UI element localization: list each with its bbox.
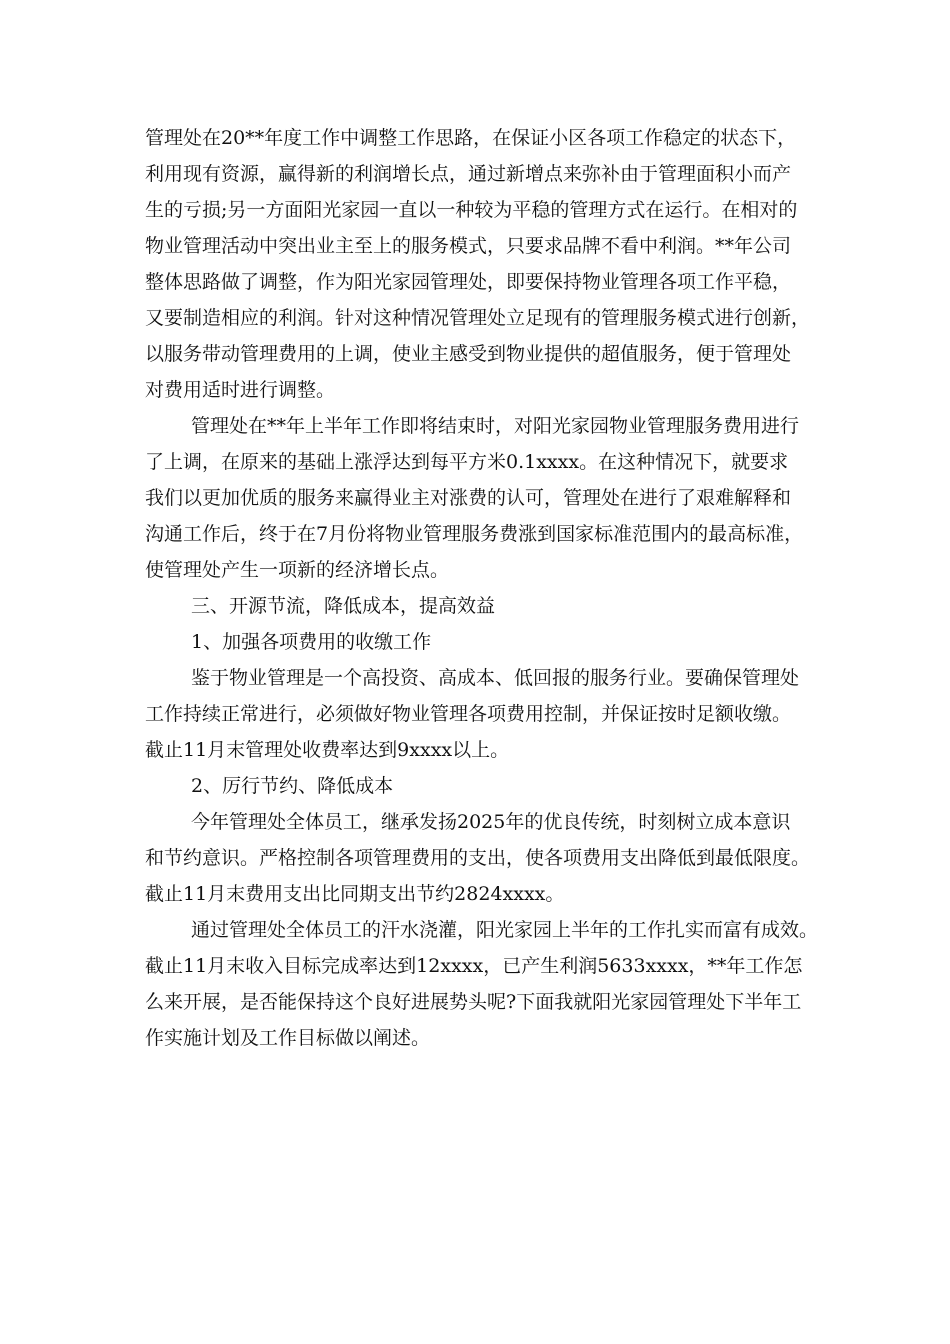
- text-line: 么来开展，是否能保持这个良好进展势头呢?下面我就阳光家园管理处下半年工: [145, 991, 802, 1013]
- subsection-heading: 1、加强各项费用的收缴工作: [191, 631, 432, 653]
- text-line: 通过管理处全体员工的汗水浇灌，阳光家园上半年的工作扎实而富有成效。: [191, 919, 819, 941]
- section-heading: 三、开源节流，降低成本，提高效益: [191, 595, 496, 617]
- text-line: 管理处在20**年度工作中调整工作思路，在保证小区各项工作稳定的状态下，: [145, 127, 797, 149]
- text-line: 截止11月末收入目标完成率达到12xxxx，已产生利润5633xxxx，**年工作怎: [145, 955, 803, 977]
- text-line: 整体思路做了调整，作为阳光家园管理处，即要保持物业管理各项工作平稳，: [145, 271, 792, 293]
- text-line: 又要制造相应的利润。针对这种情况管理处立足现有的管理服务模式进行创新，: [145, 307, 811, 329]
- text-line: 使管理处产生一项新的经济增长点。: [145, 559, 450, 581]
- text-line: 利用现有资源，赢得新的利润增长点，通过新增点来弥补由于管理面积小而产: [145, 163, 792, 185]
- text-line: 作实施计划及工作目标做以阐述。: [145, 1027, 431, 1049]
- subsection-heading: 2、厉行节约、降低成本: [191, 775, 394, 797]
- text-line: 工作持续正常进行，必须做好物业管理各项费用控制，并保证按时足额收缴。: [145, 703, 792, 725]
- text-line: 以服务带动管理费用的上调，使业主感受到物业提供的超值服务，便于管理处: [145, 343, 792, 365]
- text-line: 管理处在**年上半年工作即将结束时，对阳光家园物业管理服务费用进行: [191, 415, 800, 437]
- text-line: 截止11月末管理处收费率达到9xxxx以上。: [145, 739, 510, 761]
- document-body: [145, 120, 825, 1056]
- text-line: 我们以更加优质的服务来赢得业主对涨费的认可，管理处在进行了艰难解释和: [145, 487, 792, 509]
- text-line: 今年管理处全体员工，继承发扬2025年的优良传统，时刻树立成本意识: [191, 811, 791, 833]
- text-line: 沟通工作后，终于在7月份将物业管理服务费涨到国家标准范围内的最高标准，: [145, 523, 804, 545]
- text-line: 对费用适时进行调整。: [145, 379, 336, 401]
- text-line: 截止11月末费用支出比同期支出节约2824xxxx。: [145, 883, 565, 905]
- text-line: 物业管理活动中突出业主至上的服务模式，只要求品牌不看中利润。**年公司: [145, 235, 792, 257]
- text-line: 生的亏损;另一方面阳光家园一直以一种较为平稳的管理方式在运行。在相对的: [145, 199, 798, 221]
- text-line: 鉴于物业管理是一个高投资、高成本、低回报的服务行业。要确保管理处: [191, 667, 800, 689]
- text-line: 了上调，在原来的基础上涨浮达到每平方米0.1xxxx。在这种情况下，就要求: [145, 451, 789, 473]
- text-line: 和节约意识。严格控制各项管理费用的支出，使各项费用支出降低到最低限度。: [145, 847, 811, 869]
